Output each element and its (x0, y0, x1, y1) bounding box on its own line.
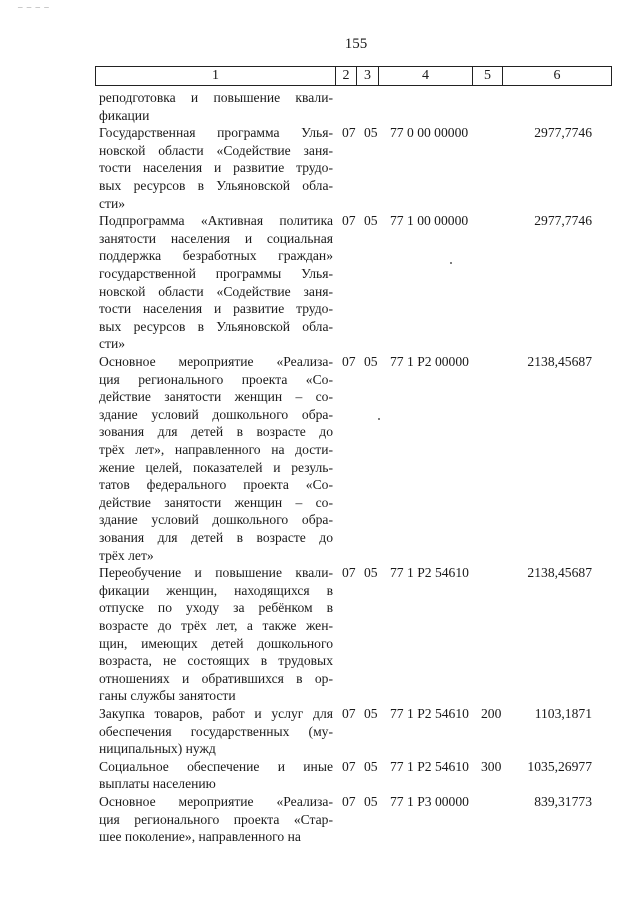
target-article-code: 77 1 00 00000 (390, 213, 469, 229)
row-description (99, 89, 333, 124)
target-article-code: 77 0 00 00000 (390, 125, 469, 141)
expense-type-code: 300 (481, 758, 502, 774)
row-description (99, 353, 333, 564)
description-line: вых ресурсов в Ульяновской обла- (99, 318, 333, 334)
target-article-code: 77 1 P2 54610 (390, 565, 469, 581)
description-line: тости населения и развитие трудо- (99, 301, 333, 317)
amount-value: 2977,7746 (534, 213, 592, 229)
description-line: Основное мероприятие «Реализа- (99, 354, 333, 369)
amount-value: 2977,7746 (534, 125, 592, 141)
section-code: 07 (342, 354, 356, 369)
description-line: поддержка безработных граждан» (99, 248, 333, 264)
description-line: вых ресурсов в Ульяновской обла- (99, 177, 333, 193)
section-code: 07 (342, 125, 356, 141)
description-line: здание условий дошкольного обра- (99, 512, 333, 528)
amount-value: 1103,1871 (534, 706, 592, 721)
subsection-code: 05 (364, 794, 378, 809)
subsection-code: 05 (364, 758, 378, 774)
section-code: 07 (342, 794, 356, 809)
description-line: Основное мероприятие «Реализа- (99, 794, 333, 809)
page-number: 155 (344, 36, 368, 52)
description-line: обеспечения государственных (му- (99, 723, 333, 739)
description-line: щин, имеющих детей дошкольного (99, 635, 333, 651)
description-line: ция регионального проекта «Стар- (99, 811, 333, 827)
description-line: реподготовка и повышение квали- (99, 90, 333, 105)
expense-type-code: 200 (481, 706, 502, 721)
description-line: шее поколение», направленного на (99, 829, 301, 845)
description-line: сти» (99, 195, 126, 211)
section-code: 07 (342, 213, 356, 229)
amount-value: 2138,45687 (527, 354, 592, 369)
column-header-5: 5 (473, 67, 503, 85)
description-line: государственной программы Улья- (99, 265, 333, 281)
column-header-2: 2 (336, 67, 357, 85)
row-description (99, 705, 333, 758)
description-line: Подпрограмма «Активная политика (99, 213, 333, 229)
description-line: трёх лет» (99, 547, 154, 563)
row-description (99, 564, 333, 705)
amount-value: 839,31773 (534, 794, 592, 809)
row-description (99, 212, 333, 353)
description-line: отношениях и обратившихся в ор- (99, 670, 333, 686)
amount-value: 1035,26977 (527, 758, 592, 774)
amount-value: 2138,45687 (527, 565, 592, 581)
target-article-code: 77 1 P2 00000 (390, 354, 469, 369)
description-line: тости населения и развитие трудо- (99, 160, 333, 176)
subsection-code: 05 (364, 213, 378, 229)
description-line: новской области «Содействие заня- (99, 283, 333, 299)
description-line: Социальное обеспечение и иные (99, 758, 333, 774)
description-line: занятости населения и социальная (99, 230, 333, 246)
section-code: 07 (342, 565, 356, 581)
target-article-code: 77 1 P2 54610 (390, 706, 469, 721)
section-code: 07 (342, 758, 356, 774)
table-column-header (95, 66, 612, 86)
column-header-1: 1 (96, 67, 336, 85)
description-line: ниципальных) нужд (99, 741, 216, 757)
section-code: 07 (342, 706, 356, 721)
description-line: татов федерального проекта «Со- (99, 477, 333, 493)
subsection-code: 05 (364, 565, 378, 581)
description-line: фикации женщин, находящихся в (99, 582, 333, 598)
description-line: зования для детей в возрасте до (99, 424, 333, 440)
subsection-code: 05 (364, 706, 378, 721)
description-line: новской области «Содействие заня- (99, 142, 333, 158)
description-line: ция регионального проекта «Со- (99, 371, 333, 387)
row-description (99, 124, 333, 212)
description-line: сти» (99, 336, 126, 352)
description-line: выплаты населению (99, 776, 216, 792)
description-line: Переобучение и повышение квали- (99, 565, 333, 581)
row-description (99, 793, 333, 846)
description-line: действие занятости женщин – со- (99, 389, 333, 405)
description-line: возрасте до трёх лет, а также жен- (99, 617, 333, 633)
scan-speck (450, 262, 452, 264)
subsection-code: 05 (364, 125, 378, 141)
description-line: отпуске по уходу за ребёнком в (99, 600, 333, 616)
row-description (99, 758, 333, 793)
scan-speck (378, 418, 380, 420)
description-line: возраста, не состоящих в трудовых (99, 653, 333, 669)
description-line: трёх лет», направленного на дости- (99, 441, 333, 457)
description-line: зования для детей в возрасте до (99, 529, 333, 545)
column-header-4: 4 (379, 67, 473, 85)
target-article-code: 77 1 P3 00000 (390, 794, 469, 809)
column-header-3: 3 (357, 67, 379, 85)
description-line: жение целей, показателей и резуль- (99, 459, 333, 475)
subsection-code: 05 (364, 354, 378, 369)
description-line: действие занятости женщин – со- (99, 494, 333, 510)
column-header-6: 6 (553, 68, 561, 83)
target-article-code: 77 1 P2 54610 (390, 758, 469, 774)
description-line: Закупка товаров, работ и услуг для (99, 706, 333, 721)
description-line: Государственная программа Улья- (99, 125, 333, 141)
scan-corner-mark: ¯ ¯ ¯ ¯ (18, 6, 50, 16)
description-line: ганы службы занятости (99, 688, 236, 704)
description-line: здание условий дошкольного обра- (99, 406, 333, 422)
description-line: фикации (99, 107, 150, 123)
